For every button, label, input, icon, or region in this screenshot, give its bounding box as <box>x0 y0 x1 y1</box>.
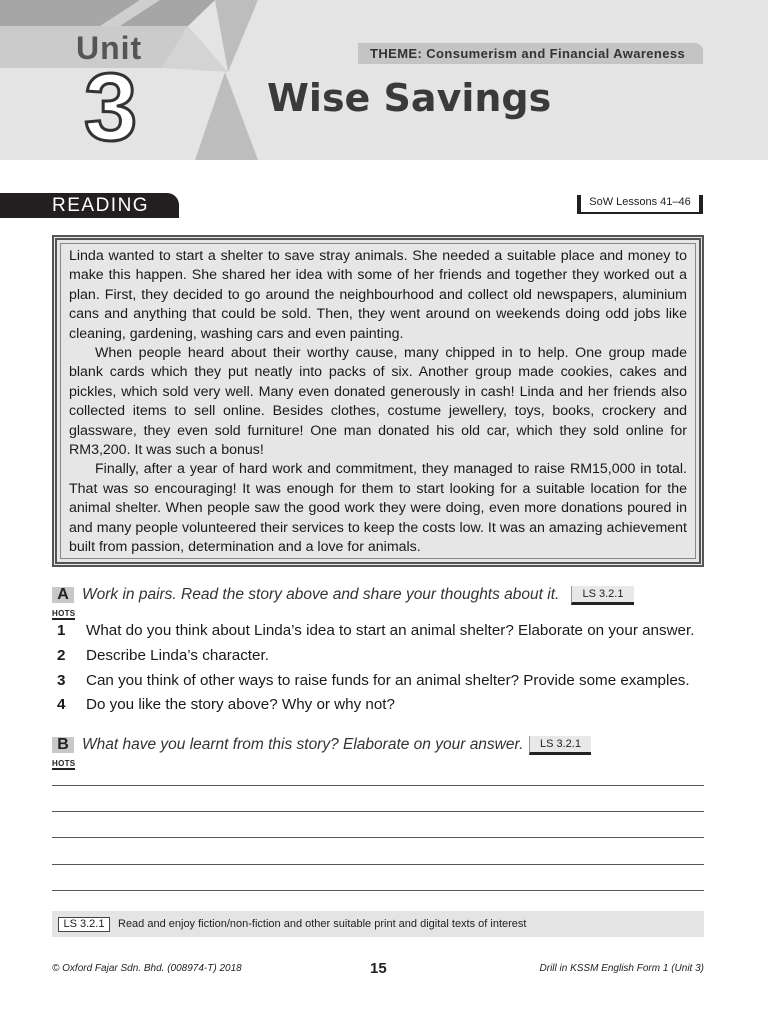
page-title: Wise Savings <box>267 76 552 120</box>
sow-lessons-tag: SoW Lessons 41–46 <box>577 195 703 214</box>
section-a-letter: A <box>52 587 74 603</box>
question-item <box>57 622 694 639</box>
question-item <box>57 672 690 689</box>
question-number: 2 <box>57 647 66 664</box>
passage-paragraph: Finally, after a year of hard work and commitment, they managed to raise RM15,000 in total. That was so encouraging! It was enough for them to start looking for a suitable location for the animal shelter. When people saw the good work they were doing, even more donations poured in and many people volunteered their services to keep the costs low. It was an amazing achievement built from passion, determination and a love for animals. <box>69 461 687 556</box>
question-item <box>57 696 395 713</box>
book-title: Drill in KSSM English Form 1 (Unit 3) <box>539 963 704 974</box>
hots-badge: HOTS <box>52 759 76 768</box>
section-label: READING <box>0 193 179 218</box>
ls-description: Read and enjoy fiction/non-fiction and other suitable print and digital texts of interest <box>118 918 527 930</box>
question-number: 1 <box>57 622 66 639</box>
answer-line[interactable] <box>52 890 704 891</box>
answer-line[interactable] <box>52 837 704 838</box>
passage-paragraph: Linda wanted to start a shelter to save stray animals. She needed a suitable place and money to make this happen. She shared her idea with some of her friends and together they worked out a plan. First, they decided to go around the neighbourhood and collect old newspapers, aluminium cans and anything that could be sold. Then, they went around on weekends doing odd jobs like cleaning, gardening, washing cars and even painting. <box>69 248 687 342</box>
reading-passage <box>52 235 704 567</box>
learning-standard-note <box>52 911 704 937</box>
ls-code: LS 3.2.1 <box>58 917 110 932</box>
hots-badge: HOTS <box>52 609 76 618</box>
section-a-instruction: Work in pairs. Read the story above and share your thoughts about it. <box>82 586 560 603</box>
question-text: Do you like the story above? Why or why not? <box>86 696 395 713</box>
question-item <box>57 647 269 664</box>
passage-paragraph: When people heard about their worthy cause, many chipped in to help. One group made blank cards which they put neatly into packs of six. Another group made cookies, cakes and pickles, which sold very well. Many even donated generously in cash! Linda and her friends also collected items to sell online. Besides clothes, costume jewellery, toys, books, crockery and glassware, they even sold furniture! One man donated his old car, which they sold online for RM3,200. It was such a bonus! <box>69 345 687 459</box>
section-b-instruction: What have you learnt from this story? Elaborate on your answer. <box>82 736 524 753</box>
section-b-letter: B <box>52 737 74 753</box>
unit-number: 3 <box>84 54 138 160</box>
unit-header <box>0 0 768 160</box>
ls-tag: LS 3.2.1 <box>571 586 634 605</box>
question-text: Can you think of other ways to raise funds for an animal shelter? Provide some examples. <box>86 672 690 689</box>
question-number: 3 <box>57 672 66 689</box>
answer-line[interactable] <box>52 811 704 812</box>
answer-line[interactable] <box>52 864 704 865</box>
theme-bar: THEME: Consumerism and Financial Awareness <box>358 43 703 64</box>
question-number: 4 <box>57 696 66 713</box>
ls-tag: LS 3.2.1 <box>529 736 591 755</box>
question-text: Describe Linda’s character. <box>86 647 269 664</box>
unit-label: Unit <box>76 30 143 66</box>
question-text: What do you think about Linda’s idea to start an animal shelter? Elaborate on your answer. <box>86 622 695 639</box>
answer-line[interactable] <box>52 785 704 786</box>
page-number: 15 <box>370 960 387 977</box>
copyright-text: © Oxford Fajar Sdn. Bhd. (008974-T) 2018 <box>52 963 242 974</box>
